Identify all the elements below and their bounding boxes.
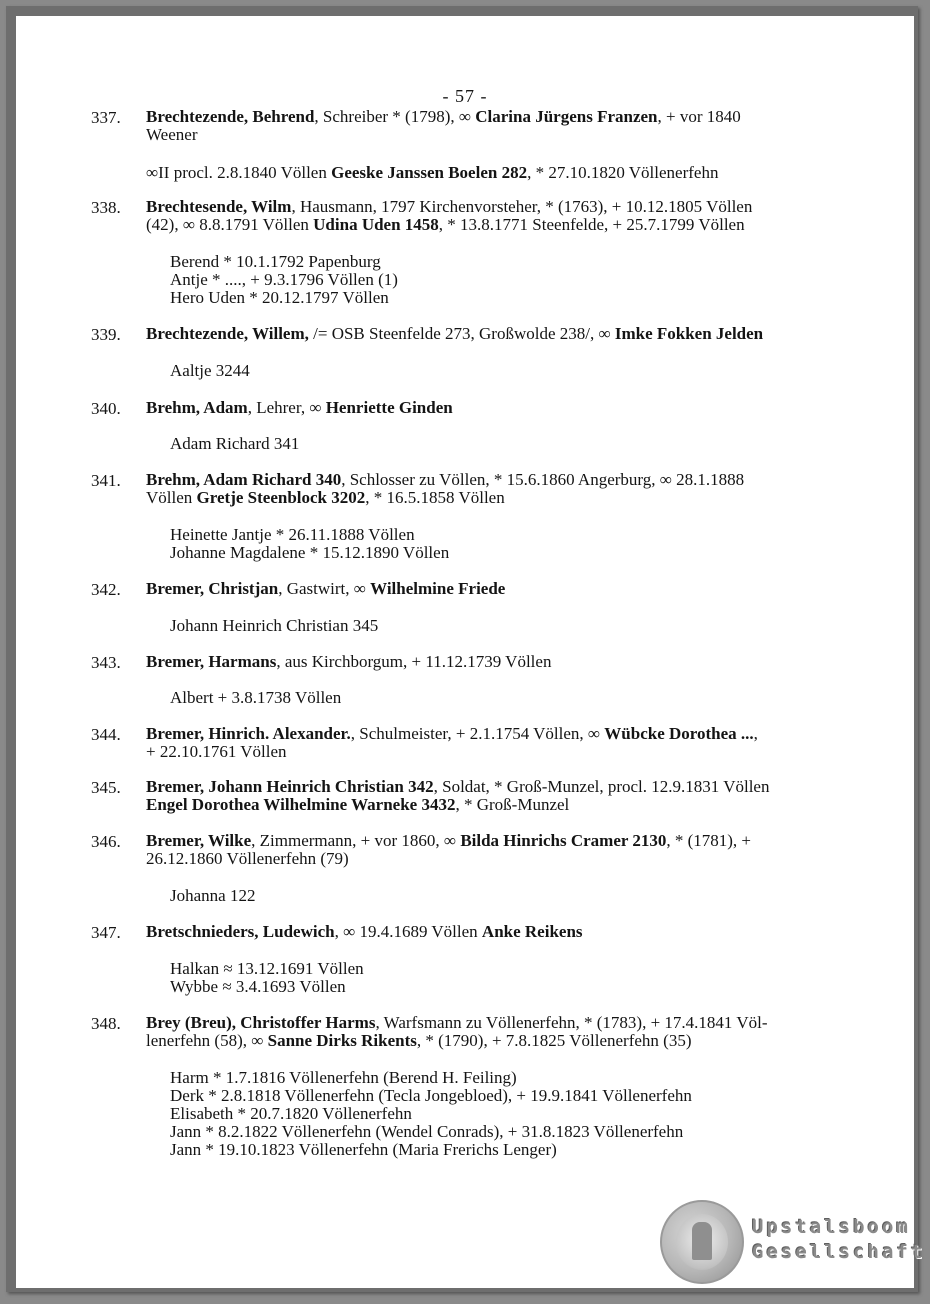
child-item: Wybbe ≈ 3.4.1693 Völlen <box>170 977 346 996</box>
document-page: - 57 - 337. Brechtezende, Behrend, Schreiber * (1798), ∞ Clarina Jürgens Franzen, + vor 1840 Weener ∞II procl. 2.8.1840 Völlen Geeske Janssen Boelen 282, * 27.10.1820 Völlenerfehn 338. Brechtesende, Wilm, Hausmann, 1797 Kirchenvorsteher, * (1763), + 10.12.1805 Völlen (42), ∞ 8.8.1791 Völlen Udina Uden 1458, * 13.8.1771 Steenfelde, + 25.7.1799 Völlen Berend * 10.1.1792 Papenburg Antje * ...., + 9.3.1796 Völlen (1) Hero Uden * 20.12.1797 Völlen 339. Brechtezende, Willem, /= OSB Steenfelde 273, Großwolde 238/, ∞ Imke Fokken Jelden Aaltje 3244 340. Brehm, Adam, Lehrer, ∞ Henriette Ginden Adam Richard 341 341. Brehm, Adam Richard 340, Schlosser zu Völlen, * 15.6.1860 Angerburg, ∞ 28.1.1888 Völlen Gretje Steenblock 3202, * 16.5.1858 Völlen Heinette Jantje * 26.11.1888 Völlen Johanne Magdalene * 15.12.1890 Völlen 342. Bremer, Christjan, Gastwirt, ∞ Wilhelmine Friede Johann Heinrich Christian 345 343. Bremer, Harmans, aus Kirchborgum, + 11.12.1739 Völlen Albert + 3.8.1738 Völlen 344. Bremer, Hinrich. Alexander., Schulmeister, + 2.1.1754 Völlen, ∞ Wübcke Dorothea ..., + 22.10.1761 Völlen 345. Bremer, Johann Heinrich Christian 342, Soldat, * Groß-Munzel, procl. 12.9.1831 Völlen Engel Dorothea Wilhelmine Warneke 3432, * Groß-Munzel 346. Bremer, Wilke, Zimmermann, + vor 1860, ∞ Bilda Hinrichs Cramer 2130, * (1781), + 26.12.1860 Völlenerfehn (79) Johanna 122 347. Bretschnieders, Ludewich, ∞ 19.4.1689 Völlen Anke Reikens Halkan ≈ 13.12.1691 Völlen Wybbe ≈ 3.4.1693 Völlen 348. Brey (Breu), Christoffer Harms, Warfsmann zu Völlenerfehn, * (1783), + 17.4.1841 Völ- lenerfehn (58), ∞ Sanne Dirks Rikents, * (1790), + 7.8.1825 Völlenerfehn (35) Harm * 1.7.1816 Völlenerfehn (Berend H. Feiling) Derk * 2.8.1818 Völlenerfehn (Tecla Jongebloed), + 19.9.1841 Völlenerfehn Elisabeth * 20.7.1820 Völlenerfehn Jann * 8.2.1822 Völlenerfehn (Wendel Conrads), + 31.8.1823 Völlenerfehn Jann * 19.10.1823 Völlenerfehn (Maria Frerichs Lenger) Upstalsboom Gesellschaft <box>16 16 914 1288</box>
person-name: Brechtezende, Behrend <box>146 107 315 126</box>
child-item: Albert + 3.8.1738 Völlen <box>170 688 342 707</box>
child-item: Johanna 122 <box>170 886 256 905</box>
child-item: Elisabeth * 20.7.1820 Völlenerfehn <box>170 1104 412 1123</box>
children-347 <box>170 960 364 996</box>
children-342 <box>170 617 378 635</box>
entry-number: 343. <box>91 653 121 672</box>
person-name: Brechtezende, Willem, <box>146 324 309 343</box>
child-item: Halkan ≈ 13.12.1691 Völlen <box>170 959 364 978</box>
children-340 <box>170 435 299 453</box>
children-348 <box>170 1069 692 1159</box>
entry-number: 345. <box>91 778 121 797</box>
children-339 <box>170 362 250 380</box>
person-name: Bremer, Christjan <box>146 579 279 598</box>
child-item: Aaltje 3244 <box>170 361 250 380</box>
person-name: Bremer, Johann Heinrich Christian 342 <box>146 777 434 796</box>
person-name: Bremer, Wilke <box>146 831 252 850</box>
children-343 <box>170 689 341 707</box>
child-item: Harm * 1.7.1816 Völlenerfehn (Berend H. Feiling) <box>170 1068 517 1087</box>
child-item: Heinette Jantje * 26.11.1888 Völlen <box>170 525 415 544</box>
entry-number: 344. <box>91 725 121 744</box>
entry-number: 338. <box>91 198 121 217</box>
child-item: Jann * 19.10.1823 Völlenerfehn (Maria Frerichs Lenger) <box>170 1140 557 1159</box>
children-338 <box>170 253 398 307</box>
entry-number: 340. <box>91 399 121 418</box>
entry-number: 342. <box>91 580 121 599</box>
spouse-name: Udina Uden 1458 <box>313 215 439 234</box>
entry-number: 348. <box>91 1014 121 1033</box>
child-item: Jann * 8.2.1822 Völlenerfehn (Wendel Conrads), + 31.8.1823 Völlenerfehn <box>170 1122 684 1141</box>
spouse-name: Gretje Steenblock 3202 <box>196 488 366 507</box>
person-name: Brehm, Adam Richard 340 <box>146 470 342 489</box>
child-item: Johanne Magdalene * 15.12.1890 Völlen <box>170 543 450 562</box>
person-name: Bremer, Harmans <box>146 652 277 671</box>
entry-number: 341. <box>91 471 121 490</box>
spouse-name: Henriette Ginden <box>325 398 453 417</box>
child-item: Johann Heinrich Christian 345 <box>170 616 379 635</box>
second-marriage-337: ∞II procl. 2.8.1840 Völlen Geeske Janssen Boelen 282, * 27.10.1820 Völlenerfehn <box>146 163 719 182</box>
spouse-name: Engel Dorothea Wilhelmine Warneke 3432 <box>146 795 456 814</box>
spouse-name: Wilhelmine Friede <box>370 579 506 598</box>
child-item: Berend * 10.1.1792 Papenburg <box>170 252 381 271</box>
person-name: Bretschnieders, Ludewich <box>146 922 335 941</box>
entry-number: 339. <box>91 325 121 344</box>
child-item: Adam Richard 341 <box>170 434 300 453</box>
person-name: Brey (Breu), Christoffer Harms <box>146 1013 376 1032</box>
child-item: Hero Uden * 20.12.1797 Völlen <box>170 288 389 307</box>
spouse-name: Imke Fokken Jelden <box>614 324 764 343</box>
child-item: Derk * 2.8.1818 Völlenerfehn (Tecla Jongebloed), + 19.9.1841 Völlenerfehn <box>170 1086 692 1105</box>
spouse-name: Bilda Hinrichs Cramer 2130 <box>460 831 667 850</box>
spouse-name: Sanne Dirks Rikents <box>267 1031 417 1050</box>
entry-number: 346. <box>91 832 121 851</box>
children-341 <box>170 526 449 562</box>
page-number: - 57 - <box>442 86 488 106</box>
children-346 <box>170 887 255 905</box>
person-name: Brehm, Adam <box>146 398 248 417</box>
person-name: Bremer, Hinrich. Alexander. <box>146 724 351 743</box>
entry-number: 347. <box>91 923 121 942</box>
spouse-name: Clarina Jürgens Franzen <box>475 107 658 126</box>
child-item: Antje * ...., + 9.3.1796 Völlen (1) <box>170 270 398 289</box>
spouse-name: Wübcke Dorothea ... <box>604 724 754 743</box>
watermark-line2: Gesellschaft <box>752 1241 926 1263</box>
entry-number: 337. <box>91 108 121 127</box>
seal-logo-icon <box>660 1200 744 1284</box>
spouse-name: Anke Reikens <box>481 922 583 941</box>
watermark-line1: Upstalsboom <box>752 1216 911 1238</box>
person-name: Brechtesende, Wilm <box>146 197 292 216</box>
